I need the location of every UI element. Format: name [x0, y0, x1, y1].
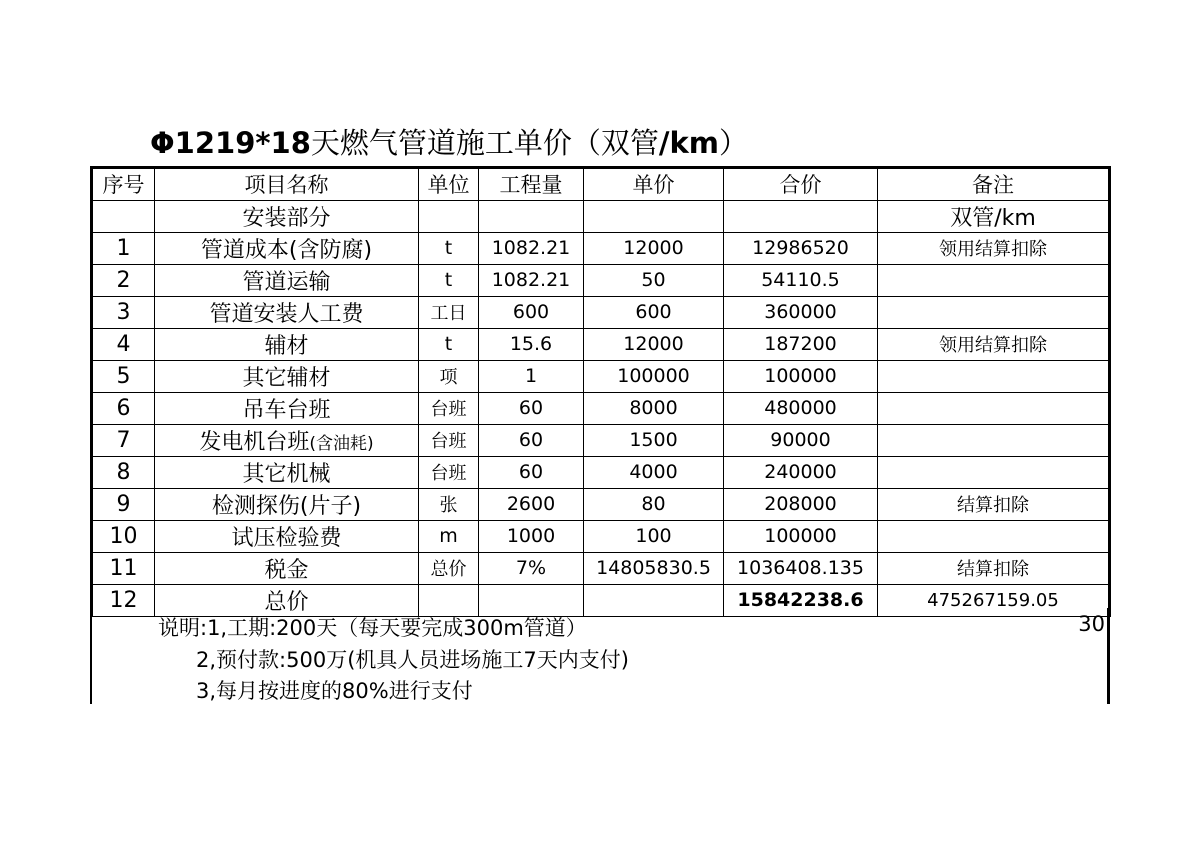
row-item-name-text: 管道安装人工费	[209, 301, 364, 327]
row-qty: 1082.21	[479, 232, 584, 264]
row-item-name-sub: (含油耗)	[309, 433, 374, 454]
title-prefix: Φ1219*18	[150, 126, 311, 160]
row-seq: 2	[92, 264, 155, 296]
section-total	[724, 200, 878, 232]
row-total: 360000	[724, 296, 878, 328]
row-seq: 3	[92, 296, 155, 328]
section-qty	[479, 200, 584, 232]
row-qty: 600	[479, 296, 584, 328]
row-unit: 台班	[419, 392, 479, 424]
row-price: 100	[584, 520, 724, 552]
row-total: 12986520	[724, 232, 878, 264]
row-price: 4000	[584, 456, 724, 488]
row-total: 1036408.135	[724, 552, 878, 584]
row-qty: 60	[479, 456, 584, 488]
table-row	[92, 360, 1110, 392]
table-row	[92, 264, 1110, 296]
row-price: 12000	[584, 328, 724, 360]
row-total: 54110.5	[724, 264, 878, 296]
table-row	[92, 520, 1110, 552]
section-seq	[92, 200, 155, 232]
row-unit: t	[419, 328, 479, 360]
row-item-name	[155, 520, 419, 552]
note-line-3: 3,每月按进度的80%进行支付	[196, 679, 473, 703]
table-row	[92, 328, 1110, 360]
row-seq: 11	[92, 552, 155, 584]
table-body	[92, 232, 1110, 616]
row-item-name	[155, 552, 419, 584]
row-total: 90000	[724, 424, 878, 456]
row-note	[878, 456, 1110, 488]
row-qty: 15.6	[479, 328, 584, 360]
row-seq: 5	[92, 360, 155, 392]
table-row	[92, 552, 1110, 584]
row-item-name-text: 管道运输	[242, 269, 331, 295]
row-total: 15842238.6	[724, 584, 878, 616]
row-item-name-text: 其它机械	[242, 461, 331, 487]
table-row	[92, 232, 1110, 264]
row-item-name-text: 总价	[264, 589, 309, 615]
table-row	[92, 488, 1110, 520]
note-right-value: 30	[1078, 612, 1105, 636]
table-row	[92, 456, 1110, 488]
section-price	[584, 200, 724, 232]
row-item-name	[155, 424, 419, 456]
row-item-name	[155, 360, 419, 392]
row-total: 240000	[724, 456, 878, 488]
row-price: 600	[584, 296, 724, 328]
row-item-name-text: 其它辅材	[242, 365, 331, 391]
row-item-name-text: 试压检验费	[231, 525, 342, 551]
col-header-qty: 工程量	[479, 168, 584, 201]
row-unit: 台班	[419, 456, 479, 488]
row-item-name	[155, 264, 419, 296]
table-row	[92, 424, 1110, 456]
row-qty: 1000	[479, 520, 584, 552]
section-unit	[419, 200, 479, 232]
row-note	[878, 392, 1110, 424]
row-seq: 10	[92, 520, 155, 552]
row-note	[878, 424, 1110, 456]
row-item-name-text: 辅材	[264, 333, 309, 359]
row-qty: 60	[479, 424, 584, 456]
row-price: 8000	[584, 392, 724, 424]
row-price: 1500	[584, 424, 724, 456]
notes-block	[90, 608, 1110, 704]
row-unit: t	[419, 264, 479, 296]
sheet-title	[150, 122, 748, 164]
row-note: 领用结算扣除	[878, 328, 1110, 360]
row-unit: 总价	[419, 552, 479, 584]
row-qty: 1082.21	[479, 264, 584, 296]
col-header-total: 合价	[724, 168, 878, 201]
row-unit: 项	[419, 360, 479, 392]
note-line-1: 说明:1,工期:200天（每天要完成300m管道）	[158, 616, 587, 640]
row-total: 100000	[724, 520, 878, 552]
row-item-name	[155, 296, 419, 328]
row-note: 结算扣除	[878, 488, 1110, 520]
row-item-name	[155, 392, 419, 424]
title-suffix: ）	[719, 126, 749, 160]
title-main: 天燃气管道施工单价（双管	[310, 126, 659, 160]
row-total: 187200	[724, 328, 878, 360]
row-unit: 工日	[419, 296, 479, 328]
row-item-name-text: 检测探伤(片子)	[211, 493, 362, 519]
row-seq: 9	[92, 488, 155, 520]
row-price: 12000	[584, 232, 724, 264]
col-header-price: 单价	[584, 168, 724, 201]
col-header-seq: 序号	[92, 168, 155, 201]
row-unit: 台班	[419, 424, 479, 456]
row-seq: 1	[92, 232, 155, 264]
row-qty: 1	[479, 360, 584, 392]
table-row	[92, 296, 1110, 328]
row-note	[878, 296, 1110, 328]
row-note: 领用结算扣除	[878, 232, 1110, 264]
section-name: 安装部分	[155, 200, 419, 232]
row-price: 80	[584, 488, 724, 520]
row-seq: 12	[92, 584, 155, 616]
table-row	[92, 392, 1110, 424]
row-seq: 8	[92, 456, 155, 488]
col-header-unit: 单位	[419, 168, 479, 201]
row-unit: 张	[419, 488, 479, 520]
row-note: 475267159.05	[878, 584, 1110, 616]
row-item-name-text: 吊车台班	[242, 397, 331, 423]
row-price: 50	[584, 264, 724, 296]
section-row	[92, 200, 1110, 232]
col-header-note: 备注	[878, 168, 1110, 201]
row-item-name	[155, 328, 419, 360]
row-qty: 2600	[479, 488, 584, 520]
row-note	[878, 264, 1110, 296]
row-price: 14805830.5	[584, 552, 724, 584]
row-unit: m	[419, 520, 479, 552]
row-item-name	[155, 456, 419, 488]
row-total: 208000	[724, 488, 878, 520]
row-note	[878, 520, 1110, 552]
row-total: 480000	[724, 392, 878, 424]
row-seq: 7	[92, 424, 155, 456]
row-total: 100000	[724, 360, 878, 392]
col-header-name: 项目名称	[155, 168, 419, 201]
row-item-name-text: 税金	[264, 557, 309, 583]
row-unit: t	[419, 232, 479, 264]
title-unit: /km	[658, 126, 720, 160]
price-table	[90, 166, 1111, 617]
row-item-name	[155, 232, 419, 264]
row-item-name-text: 管道成本(含防腐)	[200, 237, 373, 263]
row-item-name-text: 发电机台班	[199, 429, 310, 455]
row-qty: 7%	[479, 552, 584, 584]
row-note: 结算扣除	[878, 552, 1110, 584]
row-qty: 60	[479, 392, 584, 424]
row-seq: 4	[92, 328, 155, 360]
note-line-2: 2,预付款:500万(机具人员进场施工7天内支付)	[196, 648, 629, 672]
row-note	[878, 360, 1110, 392]
row-seq: 6	[92, 392, 155, 424]
section-note: 双管/km	[878, 200, 1110, 232]
row-item-name	[155, 488, 419, 520]
header-row	[92, 168, 1110, 201]
row-price: 100000	[584, 360, 724, 392]
